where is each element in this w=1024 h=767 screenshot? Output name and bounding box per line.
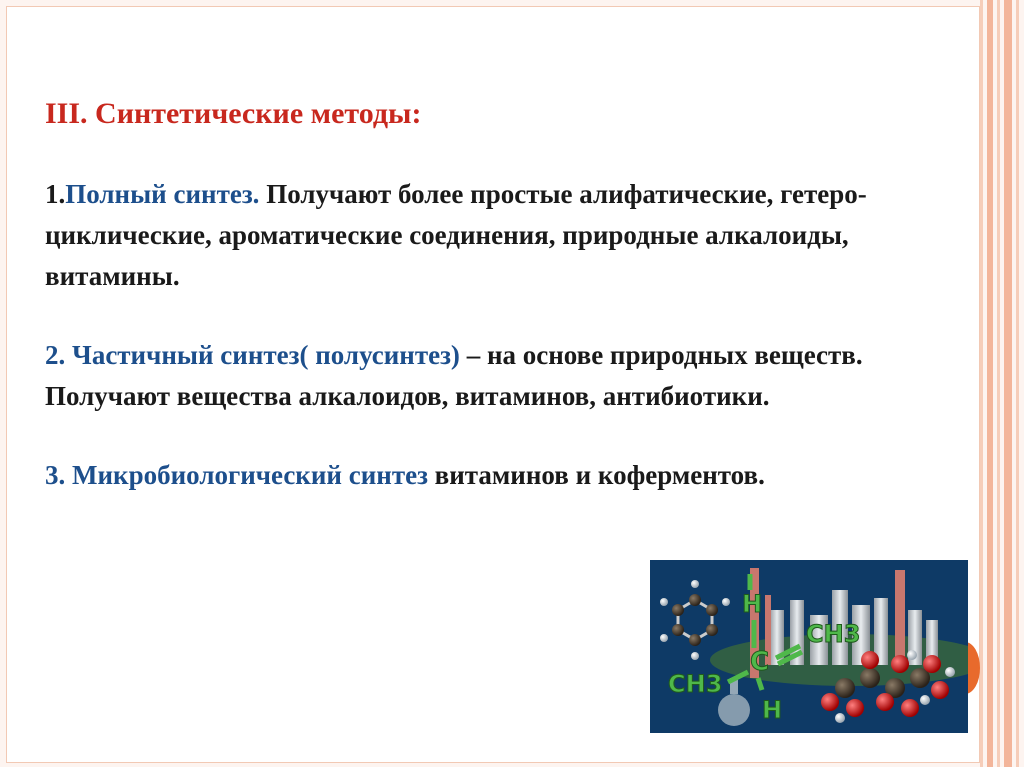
paragraph-term: Частичный синтез( полусинтез): [65, 340, 460, 370]
paragraph-number: 1.: [45, 179, 66, 209]
chemistry-illustration: [650, 560, 968, 733]
stripe: [997, 0, 1000, 767]
paragraph-text: Получают более простые алифатические, гетеро-циклические, ароматические соединения, природные алкалоиды, витамины.: [45, 179, 867, 291]
formula-ch3-right: CH3: [806, 620, 861, 648]
stripe: [987, 0, 993, 767]
stripe: [1016, 0, 1019, 767]
stripe: [1004, 0, 1012, 767]
flask-icon: [718, 678, 750, 726]
slide-heading: III. Синтетические методы:: [45, 97, 422, 130]
formula-ch3-left: CH3: [668, 670, 723, 698]
formula-h-top: H: [742, 590, 763, 618]
paragraph-text: витаминов и коферментов.: [427, 460, 765, 490]
paragraph-number: 3.: [45, 460, 66, 490]
paragraph-term: Микробиологический синтез: [65, 460, 428, 490]
paragraph-full-synthesis: [45, 174, 915, 297]
decorative-stripes: [978, 0, 1024, 767]
chemistry-illustration-svg: [650, 560, 968, 733]
formula-h-bottom: H: [762, 696, 783, 724]
paragraph-microbiological-synthesis: [45, 455, 915, 496]
paragraph-term: Полный синтез.: [65, 179, 260, 209]
slide-content: [45, 93, 915, 534]
ring-molecule: [660, 580, 730, 660]
paragraph-text: – на основе природных веществ. Получают вещества алкалоидов, витаминов, антибиотики.: [45, 340, 863, 411]
paragraph-number: 2.: [45, 340, 66, 370]
formula-c: C: [750, 647, 770, 677]
paragraph-partial-synthesis: [45, 335, 915, 417]
stripe: [980, 0, 983, 767]
